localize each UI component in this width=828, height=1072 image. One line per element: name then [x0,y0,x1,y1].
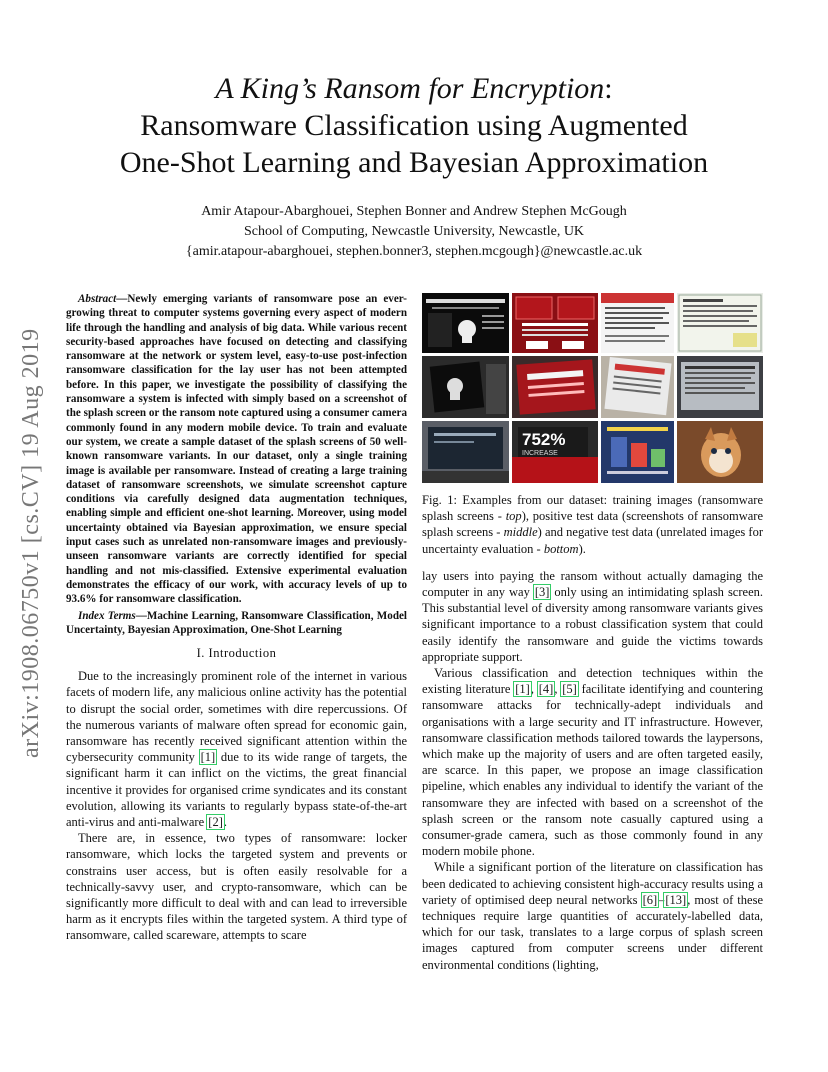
index-terms [66,609,407,638]
text-run: facilitate identifying and countering ransomware attacks for technically-adept individuals and organisations with a large security and IT infrastructure. However, ransomware classification methods tailored towards the laypersons, which make up the majority of users and are often targeted easily, are scarce. In this paper, we propose an image classification pipeline, which enables any individual to identify the variant of the ransomware they are infected with based on a screenshot of the splash screen or the ransom note casually captured using a consumer-grade camera, such as those commonly found in any modern mobile phone. [422,682,764,859]
title-line-3: One-Shot Learning and Bayesian Approximation [119,146,709,179]
text-run: Various classification and detection techniques within the existing literature [422,666,763,697]
dataset-image [677,421,763,483]
text-run: – [658,892,665,907]
text-run: middle [503,525,538,540]
text-run: , most of these techniques require large quantities of accurately-labelled data, which for our task, translates to a large corpus of splash screen images captured from computer screens under different environmental conditions (lighting, [422,892,763,972]
caption-label: Fig. 1: [422,493,457,507]
text-run: While a significant portion of the literature on classification has been dedicated to achieving consistent high-accuracy results using a variety of optimised deep neural networks [422,860,763,907]
index-terms-text: —Machine Learning, Ransomware Classification, Model Uncertainty, Bayesian Approximation, One-Shot Learning [66,609,407,636]
text-run: lay users into paying the ransom without actually damaging the computer in any way [422,568,763,600]
dataset-image [601,293,674,353]
dataset-image [677,356,763,418]
text-run: only using an intimidating splash screen. This substantial level of diversity among ransomware variants gives significant importance to a robust classification system that could easily identify the ransomware and guide the victims towards appropriate support. [422,585,763,664]
text-run: due to its wide range of targets, the significant harm it can inflict on the victims, the great financial incentive it provides for organised crime syndicates and its constant evolution, allowing its variants to regularly bypass state-of-the-art anti-virus and anti-malware [66,750,407,829]
author-names: Amir Atapour-Abarghouei, Stephen Bonner and Andrew Stephen McGough [201,204,627,219]
title-colon: : [604,72,613,105]
citation-link[interactable]: [2] [208,814,223,829]
figure-1-grid [422,293,763,483]
arxiv-sidebar [14,280,54,760]
abstract [66,292,407,607]
citation-link[interactable]: [3] [534,585,550,600]
index-terms-label: Index Terms [78,609,136,622]
intro-paragraph-1 [66,668,407,830]
right-paragraph-1 [422,568,763,665]
text-run: ). [578,541,586,556]
overlay-text: 752% [522,430,566,449]
citation-link[interactable]: [1] [515,682,530,697]
dataset-image [601,421,674,483]
title-line-2: Ransomware Classification using Augmented [140,109,688,142]
text-run: bottom [543,541,579,556]
text-run: , [530,682,538,697]
dataset-image [512,356,598,418]
dataset-image [422,356,509,418]
figure-1-caption [422,492,763,557]
dataset-image [512,421,598,483]
title-italic: A King’s Ransom for Encryption [215,72,605,105]
dataset-image [677,293,763,353]
citation-link[interactable]: [13] [665,892,687,907]
arxiv-stamp: arXiv:1908.06750v1 [cs.CV] 19 Aug 2019 [18,328,44,758]
left-column [66,292,407,944]
author-affiliation: School of Computing, Newcastle University, Newcastle, UK [243,224,585,239]
section-heading-introduction: I. Introduction [196,646,277,661]
text-run: ) and negative test data (unrelated images for uncertainty evaluation - [422,525,763,556]
abstract-text: —Newly emerging variants of ransomware pose an ever-growing threat to computer systems governing every aspect of modern life through the handling and analysis of big data. While various recent security-based approaches have focused on detecting and classifying ransomware at the network or system level, easy-to-use post-infection ransomware classification for the lay user has not been attempted before. In this paper, we investigate the possibility of classifying the ransomware a system is infected with simply based on a screenshot of the splash screen or the ransom note captured using a consumer camera commonly found in any modern mobile device. To train and evaluate our system, we create a sample dataset of the splash screens of 50 well-known ransomware variants. In our dataset, only a single training image is available per ransomware. Instead of creating a large training dataset of ransomware screenshots, we simulate screenshot capture conditions via carefully designed data augmentation techniques, enabling simple and efficient one-shot learning. Moreover, using model uncertainty obtained via Bayesian approximation, we ensure special input cases such as unrelated non-ransomware images and previously-unseen ransomware variants are correctly identified for special handling and not mis-classified. Extensive experimental evaluation demonstrates the efficacy of our work, with accuracy levels of up to 93.6% for ransomware classification. [66,293,407,606]
paper-title [0,70,828,181]
author-block [0,202,828,262]
text-run: Due to the increasingly prominent role of the internet in various facets of modern life, any malicious online activity has the potential to disrupt the social order, sometimes with dire repercussions. Of the numerous variants of malware often spread for economic gain, ransomware has recently received significant attention within the cybersecurity community [66,669,407,765]
citation-link[interactable]: [4] [538,682,554,697]
citation-link[interactable]: [6] [642,892,658,907]
citation-link[interactable]: [1] [200,750,216,765]
dataset-image [422,421,509,483]
overlay-sub: INCREASE [522,450,558,457]
dataset-image [422,293,509,353]
dataset-image [512,293,598,353]
text-run: top [505,509,522,524]
dataset-image [601,356,674,418]
right-paragraph-3 [422,859,763,972]
right-paragraph-2 [422,665,763,859]
author-emails: {amir.atapour-abarghouei, stephen.bonner3, stephen.mcgough}@newcastle.ac.uk [185,244,643,259]
abstract-label: Abstract [78,293,117,305]
text-run: ), positive test data (screenshots of ransomware splash screens - [422,509,763,540]
text-run: Examples from our dataset: training images (ransomware splash screens - [422,493,763,524]
text-run: , [554,682,562,697]
intro-paragraph-2: There are, in essence, two types of ransomware: locker ransomware, which locks the targeted system and prevents or constrains user access, but is often easily resolvable for a technically-savvy user, and crypto-ransomware, which can be significantly more difficult to deal with and can lead to irreversible harm as it encrypts files within the targeted system. A third type of ransomware, called scareware, attempts to scare [66,831,407,943]
text-run: . [223,814,227,829]
right-column [422,492,763,973]
citation-link[interactable]: [5] [562,682,577,697]
